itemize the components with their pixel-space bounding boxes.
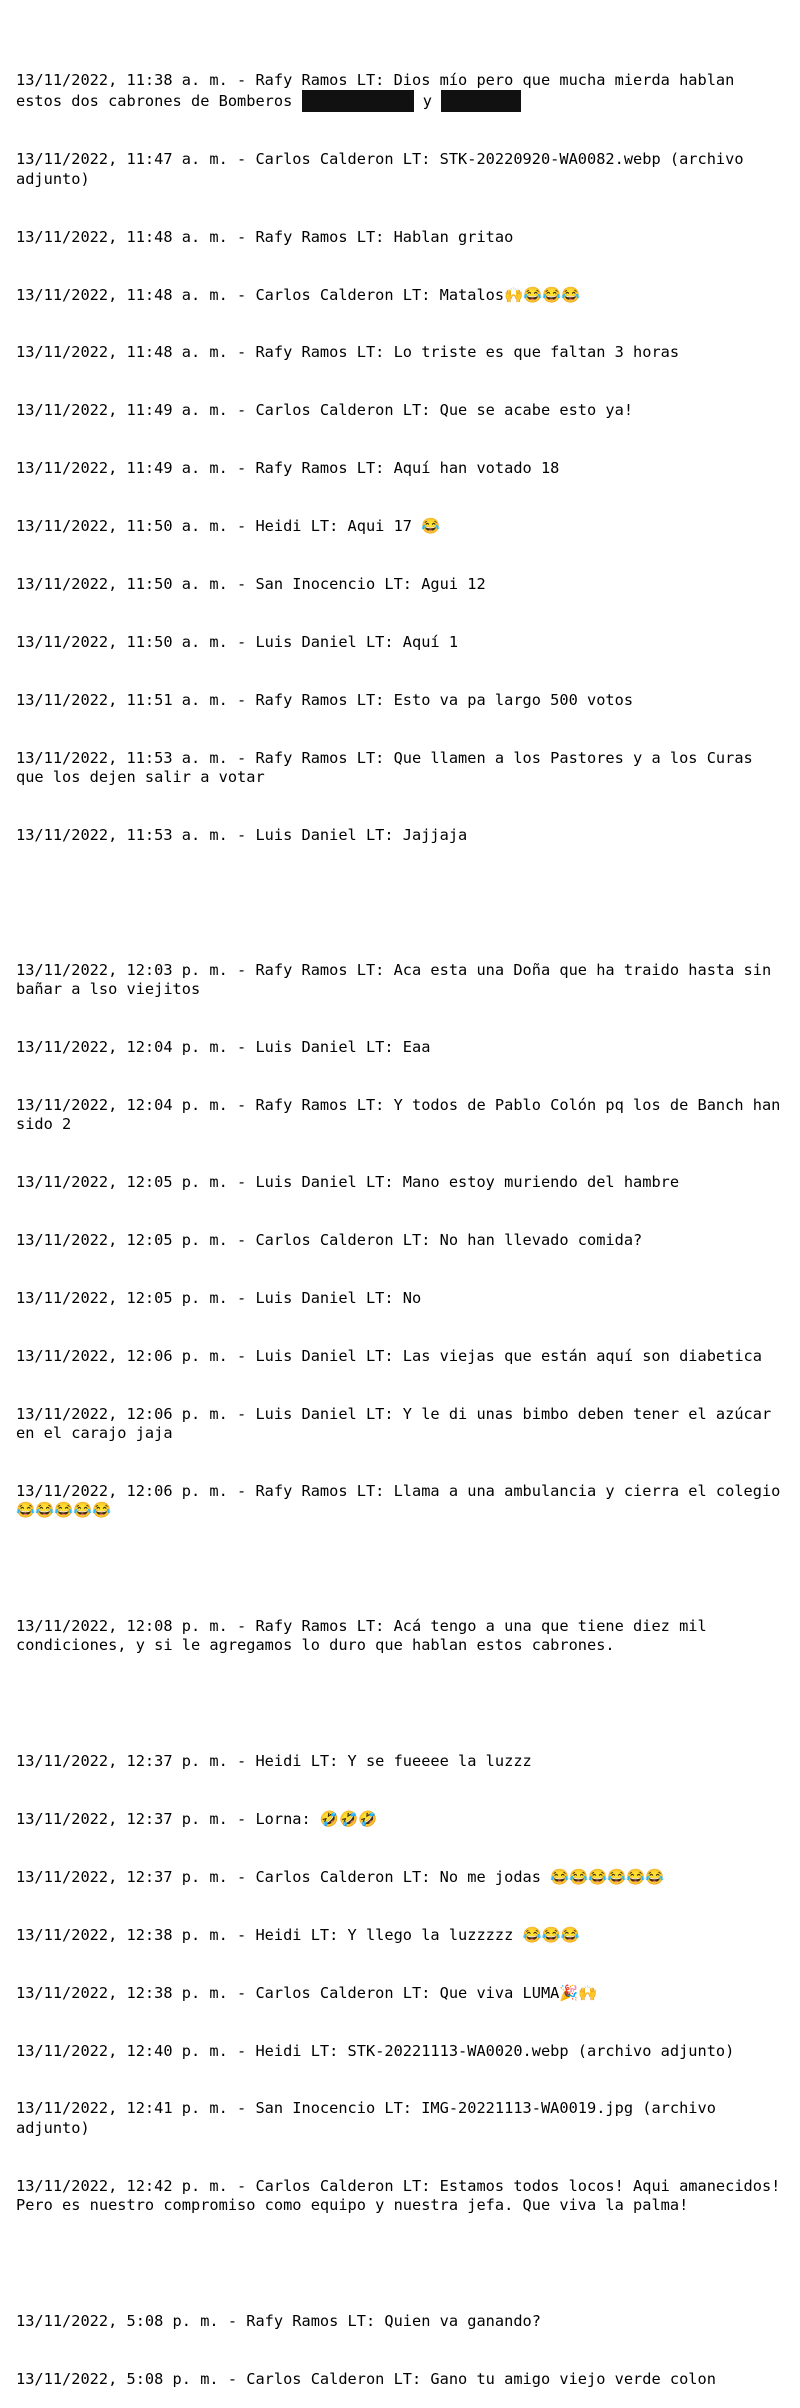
chat-message: 13/11/2022, 12:05 p. m. - Luis Daniel LT: No (16, 1289, 422, 1307)
chat-message: 13/11/2022, 11:48 a. m. - Carlos Calderon LT: Matalos🙌😂😂😂 (16, 285, 581, 304)
chat-message: 13/11/2022, 11:50 a. m. - San Inocencio LT: Agui 12 (16, 575, 486, 594)
chat-message: 13/11/2022, 12:06 p. m. - Luis Daniel LT: Las viejas que están aquí son diabetica (16, 1346, 762, 1365)
chat-message: 13/11/2022, 12:41 p. m. - San Inocencio LT: IMG-20221113-WA0019.jpg (archivo adjunto) (16, 2099, 726, 2137)
chat-message: 13/11/2022, 12:37 p. m. - Lorna: 🤣🤣🤣 (16, 1810, 378, 1829)
chat-message: 13/11/2022, 5:08 p. m. - Rafy Ramos LT: Quien va ganando? (16, 2311, 541, 2330)
chat-message: 13/11/2022, 12:40 p. m. - Heidi LT: STK-20221113-WA0020.webp (archivo adjunto) (16, 2041, 735, 2060)
chat-message: 13/11/2022, 11:51 a. m. - Rafy Ramos LT: Esto va pa largo 500 votos (16, 690, 634, 709)
chat-message: 13/11/2022, 11:49 a. m. - Carlos Calderon LT: Que se acabe esto ya! (16, 401, 634, 420)
blank-space (16, 884, 786, 923)
chat-message: 13/11/2022, 11:50 a. m. - Luis Daniel LT: Aquí 1 (16, 632, 459, 651)
chat-message: 13/11/2022, 11:53 a. m. - Rafy Ramos LT: Que llamen a los Pastores y a los Curas que los dejen salir a votar (16, 748, 762, 786)
chat-message: 13/11/2022, 12:04 p. m. - Rafy Ramos LT: Y todos de Pablo Colón pq los de Banch han sido 2 (16, 1096, 790, 1134)
chat-message: 13/11/2022, 11:48 a. m. - Rafy Ramos LT: Lo triste es que faltan 3 horas (16, 343, 680, 362)
chat-message: 13/11/2022, 12:38 p. m. - Heidi LT: Y llego la luzzzzz 😂😂😂 (16, 1925, 580, 1944)
chat-message: 13/11/2022, 12:42 p. m. - Carlos Calderon LT: Estamos todos locos! Aqui amanecidos! Pero es nuestro compromiso como equipo y nuestra jefa. Que viva la palma! (16, 2176, 790, 2214)
message-text: y (413, 91, 442, 110)
redaction-block (302, 90, 414, 112)
blank-space (16, 1694, 786, 1713)
chat-message: 13/11/2022, 12:05 p. m. - Carlos Calderon LT: No han llevado comida? (16, 1231, 643, 1250)
chat-message: 13/11/2022, 12:38 p. m. - Carlos Calderon LT: Que viva LUMA🎉🙌 (16, 1983, 598, 2002)
chat-transcript (16, 32, 790, 2408)
chat-message: 13/11/2022, 12:03 p. m. - Rafy Ramos LT: Aca esta una Doña que ha traido hasta sin bañar a lso viejitos (16, 960, 781, 999)
chat-message: 13/11/2022, 11:47 a. m. - Carlos Calderon LT: STK-20220920-WA0082.webp (archivo adjunto) (16, 150, 753, 188)
chat-message: 13/11/2022, 11:48 a. m. - Rafy Ramos LT: Hablan gritao (16, 227, 514, 246)
blank-space (16, 2254, 786, 2273)
chat-message: 13/11/2022, 11:49 a. m. - Rafy Ramos LT: Aquí han votado 18 (16, 459, 560, 478)
blank-space (16, 1559, 786, 1578)
chat-message: 13/11/2022, 12:04 p. m. - Luis Daniel LT: Eaa (16, 1038, 431, 1057)
redaction-block (441, 90, 521, 112)
chat-message: 13/11/2022, 12:06 p. m. - Luis Daniel LT: Y le di unas bimbo deben tener el azúcar en el carajo jaja (16, 1404, 781, 1443)
chat-message: 13/11/2022, 12:08 p. m. - Rafy Ramos LT: Acá tengo a una que tiene diez mil condiciones, y si le agregamos lo duro que hablan estos cabrones. (16, 1617, 716, 1655)
chat-message: 13/11/2022, 11:53 a. m. - Luis Daniel LT: Jajjaja (16, 825, 468, 844)
chat-message: 13/11/2022, 11:50 a. m. - Heidi LT: Aqui 17 😂 (16, 517, 441, 536)
chat-message (16, 71, 786, 112)
chat-message: 13/11/2022, 5:08 p. m. - Carlos Calderon LT: Gano tu amigo viejo verde colon (16, 2369, 716, 2388)
chat-message: 13/11/2022, 12:06 p. m. - Rafy Ramos LT: Llama a una ambulancia y cierra el colegio 😂😂😂😂😂 (16, 1481, 790, 1520)
chat-message: 13/11/2022, 12:37 p. m. - Carlos Calderon LT: No me jodas 😂😂😂😂😂😂 (16, 1867, 665, 1886)
chat-message: 13/11/2022, 12:37 p. m. - Heidi LT: Y se fueeee la luzzz (16, 1752, 532, 1771)
message-text: 13/11/2022, 11:38 a. m. - Rafy Ramos LT: Dios mío pero que mucha mierda hablan estos dos cabrones de Bomberos (16, 70, 744, 110)
chat-message: 13/11/2022, 12:05 p. m. - Luis Daniel LT: Mano estoy muriendo del hambre (16, 1173, 680, 1192)
